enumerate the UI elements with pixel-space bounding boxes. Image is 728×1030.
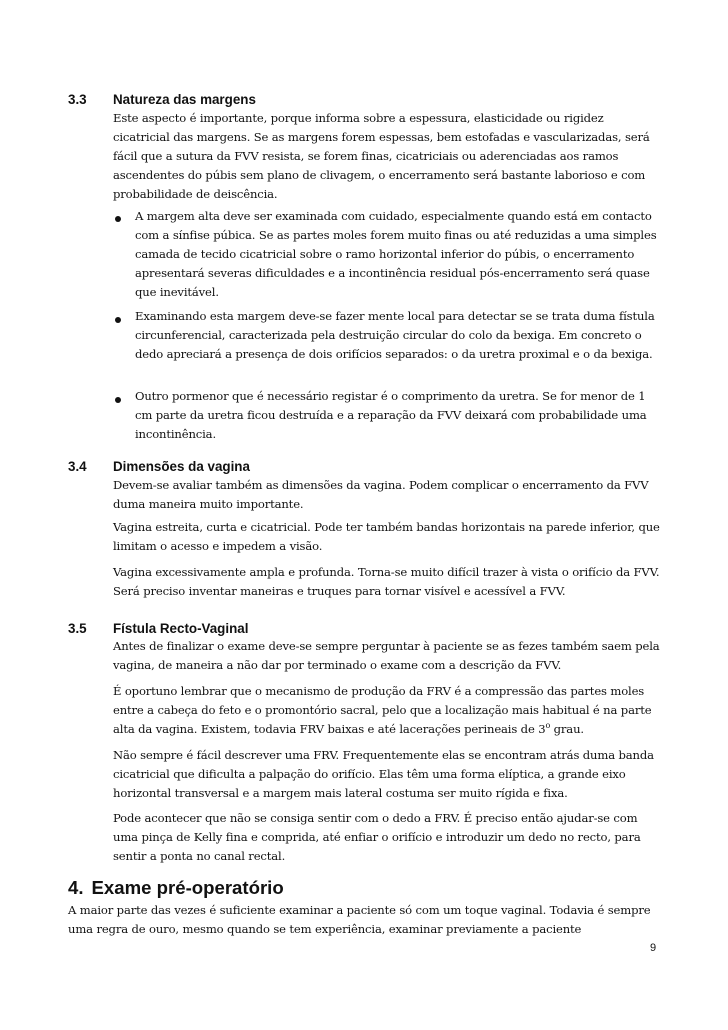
paragraph: Não sempre é fácil descrever uma FRV. Frequentemente elas se encontram atrás duma banda cicatricial que dificulta a palpação do orifício. Elas têm uma forma elíptica, a grande eixo horizontal transversal e a margem mais lateral costuma ser muito rígida e fixa. [113,748,654,800]
section-title: Natureza das margens [113,92,256,107]
paragraph: Este aspecto é importante, porque informa sobre a espessura, elasticidade ou rigidez cicatricial das margens. Se as margens forem espessas, bem estofadas e vascularizadas, será fácil que a sutura da FVV resista, se forem finas, cicatriciais ou aderenciadas aos ramos ascendentes do púbis sem plano de clivagem, o encerramento será bastante laborioso e com probabilidade de deiscência. [113,111,650,201]
paragraph-text: É oportuno lembrar que o mecanismo de produção da FRV é a compressão das partes moles entre a cabeça do feto e o promontório sacral, pelo que a localização mais habitual é na parte alta da vagina. Existem, todavia FRV baixas e até lacerações perineais de 3 [113,684,652,736]
paragraph [113,682,661,739]
superscript: o [545,721,551,731]
chapter-number: 4. [68,877,84,898]
section-number: 3.3 [68,92,87,107]
page-number: 9 [650,942,657,954]
paragraph-text: grau. [550,722,584,736]
bullet-item: Outro pormenor que é necessário registar é o comprimento da uretra. Se for menor de 1 cm parte da uretra ficou destruída e a reparação da FVV deixará com probabilidade uma incontinência. [135,389,647,441]
paragraph: Devem-se avaliar também as dimensões da vagina. Podem complicar o encerramento da FVV duma maneira muito importante. [113,478,649,511]
paragraph: Vagina excessivamente ampla e profunda. Torna-se muito difícil trazer à vista o orifício da FVV. Será preciso inventar maneiras e truques para tornar visível e acessível a FVV. [113,565,660,598]
section-number: 3.4 [68,459,87,474]
chapter-title: Exame pré-operatório [91,877,284,898]
section-title: Dimensões da vagina [113,459,250,474]
bullet-icon [115,216,121,222]
bullet-item: Examinando esta margem deve-se fazer mente local para detectar se se trata duma fístula circunferencial, caracterizada pela destruição circular do colo da bexiga. Em concreto o dedo apreciará a presença de dois orifícios separados: o da uretra proximal e o da bexiga. [135,309,655,361]
bullet-item: A margem alta deve ser examinada com cuidado, especialmente quando está em contacto com a sínfise púbica. Se as partes moles forem muito finas ou até reduzidas a uma simples camada de tecido cicatricial sobre o ramo horizontal inferior do púbis, o encerramento apresentará severas dificuldades e a incontinência residual pós-encerramento será quase que inevitável. [135,209,657,299]
bullet-icon [115,317,121,323]
section-number: 3.5 [68,621,87,636]
bullet-icon [115,397,121,403]
paragraph: Pode acontecer que não se consiga sentir com o dedo a FRV. É preciso então ajudar-se com uma pinça de Kelly fina e comprida, até enfiar o orifício e introduzir um dedo no recto, para sentir a ponta no canal rectal. [113,811,641,863]
chapter-heading [68,877,284,899]
section-title: Fístula Recto-Vaginal [113,621,249,636]
paragraph: A maior parte das vezes é suficiente examinar a paciente só com um toque vaginal. Todavia é sempre uma regra de ouro, mesmo quando se tem experiência, examinar previamente a paciente [68,903,651,936]
paragraph: Vagina estreita, curta e cicatricial. Pode ter também bandas horizontais na parede inferior, que limitam o acesso e impedem a visão. [113,520,660,553]
paragraph: Antes de finalizar o exame deve-se sempre perguntar à paciente se as fezes também saem pela vagina, de maneira a não dar por terminado o exame com a descrição da FVV. [113,639,660,672]
